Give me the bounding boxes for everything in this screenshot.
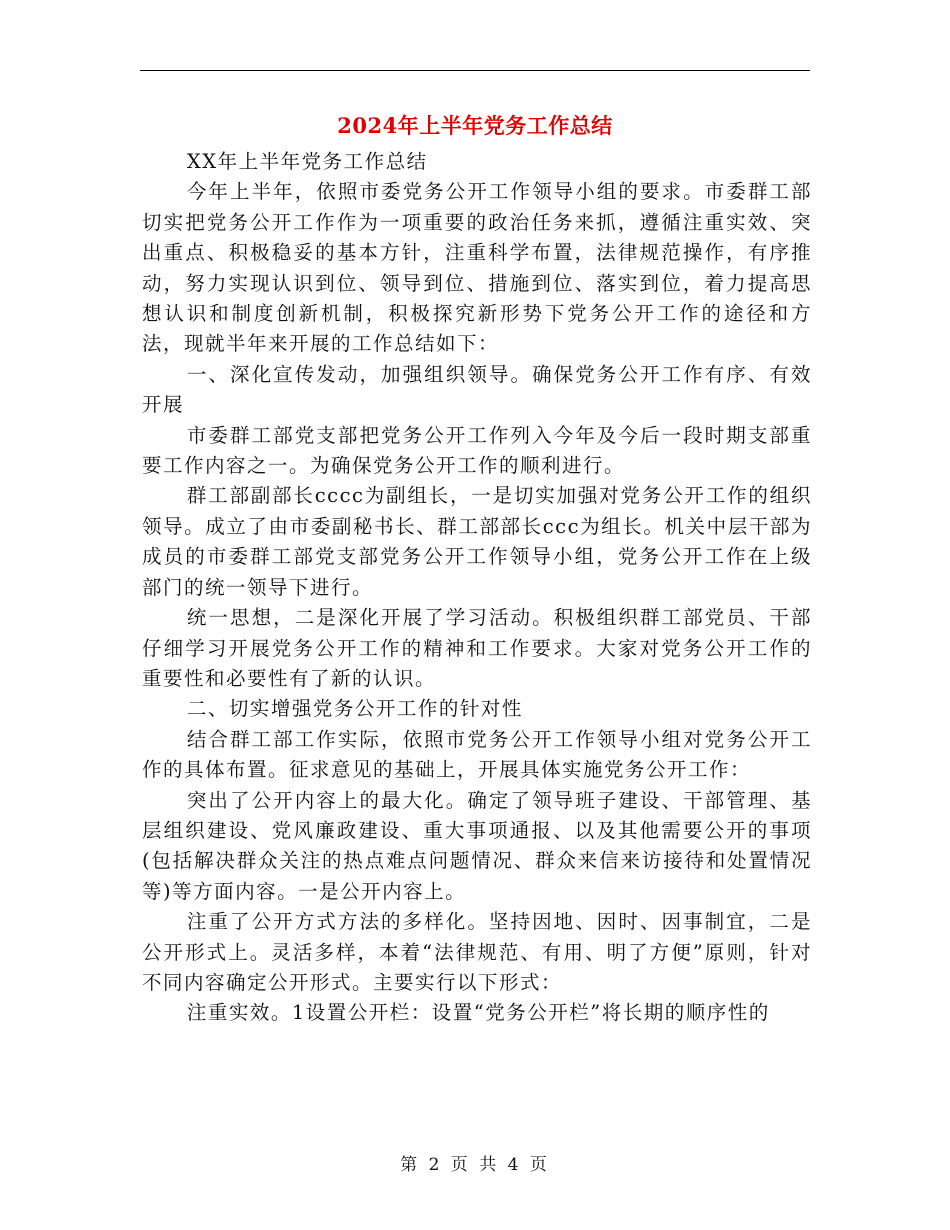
body-paragraph: 市委群工部党支部把党务公开工作列入今年及今后一段时期支部重要工作内容之一。为确保党务公开工作的顺利进行。 xyxy=(142,423,812,478)
header-rule xyxy=(140,70,810,71)
body-paragraph: 统一思想，二是深化开展了学习活动。积极组织群工部党员、干部仔细学习开展党务公开工作的精神和工作要求。大家对党务公开工作的重要性和必要性有了新的认识。 xyxy=(142,606,812,690)
body-paragraph: 突出了公开内容上的最大化。确定了领导班子建设、干部管理、基层组织建设、党风廉政建设、重大事项通报、以及其他需要公开的事项(包括解决群众关注的热点难点问题情况、群众来信来访接待和处置情况等)等方面内容。一是公开内容上。 xyxy=(142,788,812,903)
body-paragraph: 今年上半年，依照市委党务公开工作领导小组的要求。市委群工部切实把党务公开工作作为一项重要的政治任务来抓，遵循注重实效、突出重点、积极稳妥的基本方针，注重科学布置，法律规范操作，有序推动，努力实现认识到位、领导到位、措施到位、落实到位，着力提高思想认识和制度创新机制，积极探究新形势下党务公开工作的途径和方法，现就半年来开展的工作总结如下： xyxy=(142,180,812,356)
body-paragraph: XX年上半年党务工作总结 xyxy=(186,150,428,173)
section-heading: 二、切实增强党务公开工作的针对性 xyxy=(186,697,523,721)
body-paragraph: 注重了公开方式方法的多样化。坚持因地、因时、因事制宜，二是公开形式上。灵活多样，本着“法律规范、有用、明了方便”原则，针对不同内容确定公开形式。主要实行以下形式： xyxy=(142,910,812,994)
document-body xyxy=(142,147,812,1029)
page-footer: 第 2 页 共 4 页 xyxy=(400,1155,550,1175)
body-paragraph: 注重实效。1设置公开栏：设置“党务公开栏”将长期的顺序性的 xyxy=(186,1001,770,1025)
body-paragraph: 群工部副部长cccc为副组长，一是切实加强对党务公开工作的组织领导。成立了由市委副秘书长、群工部部长ccc为组长。机关中层干部为成员的市委群工部党支部党务公开工作领导小组，党务公开工作在上级部门的统一领导下进行。 xyxy=(142,484,812,599)
body-paragraph: 结合群工部工作实际，依照市党务公开工作领导小组对党务公开工作的具体布置。征求意见的基础上，开展具体实施党务公开工作： xyxy=(142,727,812,782)
section-heading: 一、深化宣传发动，加强组织领导。确保党务公开工作有序、有效开展 xyxy=(142,362,812,417)
document-title: 2024年上半年党务工作总结 xyxy=(337,113,613,138)
